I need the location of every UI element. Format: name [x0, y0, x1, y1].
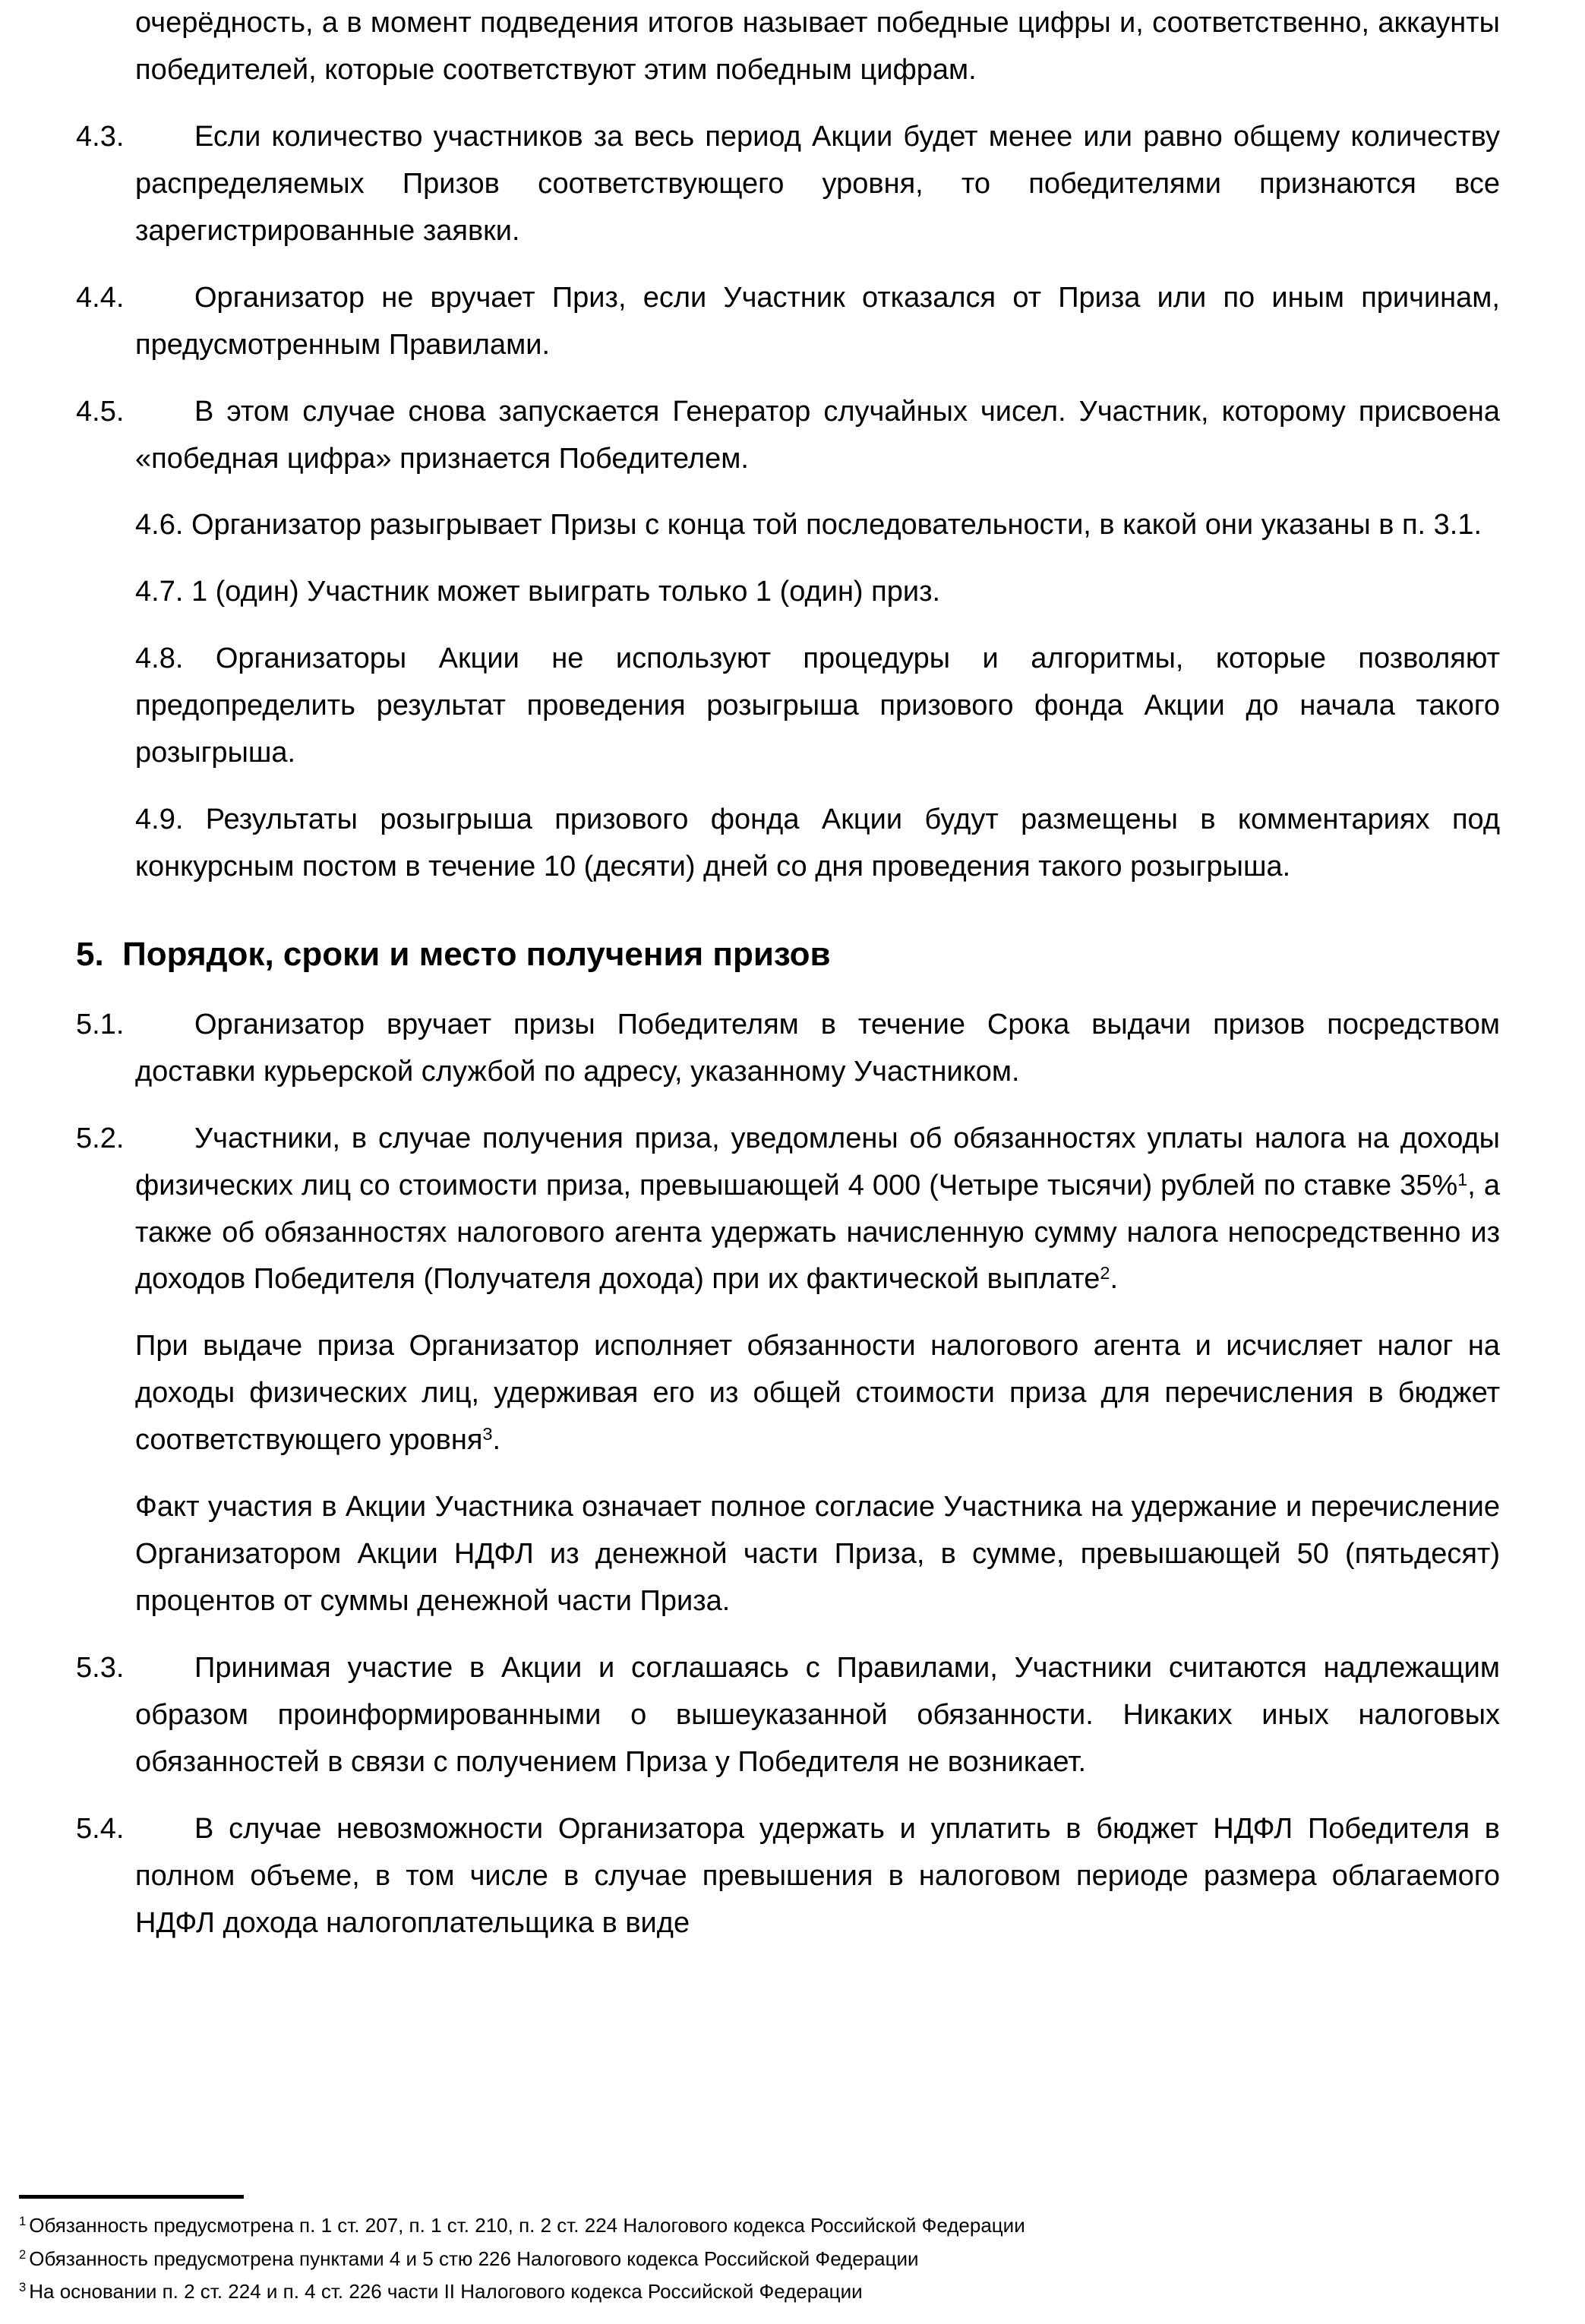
clause-4-7: 4.7. 1 (один) Участник может выиграть только 1 (один) приз. [135, 576, 941, 608]
footnote-3-marker: 3 [19, 2280, 27, 2295]
footnote-1-text: Обязанность предусмотрена п. 1 ст. 207, п. 1 ст. 210, п. 2 ст. 224 Налогового кодекса Российской Федерации [29, 2214, 1025, 2237]
clause-4-6: 4.6. Организатор разыгрывает Призы с конца той последовательности, в какой они указаны в п. 3.1. [135, 509, 1482, 542]
clause-4-3-number: 4.3. [76, 120, 125, 153]
clause-5-1 [76, 1002, 1500, 1096]
footnote-2 [19, 2244, 1585, 2275]
footnote-2-marker: 2 [19, 2247, 27, 2262]
clause-5-2-text-part-3: . [1110, 1263, 1118, 1296]
clause-5-2-text-part-2: , а также об обязанностях налогового агента удержать начисленную сумму налога непосредственно из доходов Победителя (Получателя дохода) при их фактической выплате [135, 1169, 1500, 1296]
clause-4-8: 4.8. Организаторы Акции не используют процедуры и алгоритмы, которые позволяют предопределить результат проведения розыгрыша призового фонда Акции до начала такого розыгрыша. [135, 643, 1500, 769]
clause-4-4 [76, 275, 1500, 369]
clause-5-3-text: Принимая участие в Акции и соглашаясь с Правилами, Участники считаются надлежащим образом проинформированными о вышеуказанной обязанности. Никаких иных налоговых обязанностей в связи с получением Приза у Победителя не возникает. [135, 1652, 1500, 1778]
footnote-ref-3[interactable]: 3 [482, 1424, 493, 1445]
clause-5-2-a-text-part-1: При выдаче приза Организатор исполняет обязанности налогового агента и исчисляет налог на доходы физических лиц, удерживая его из общей стоимости приза для перечисления в бюджет соответствующего уровня [135, 1330, 1500, 1457]
clause-5-2 [76, 1116, 1500, 1304]
clause-4-3-text: Если количество участников за весь период Акции будет менее или равно общему количеству распределяемых Призов соответствующего уровня, то победителями признаются все зарегистрированные заявки. [135, 120, 1500, 247]
clause-5-2-subparagraph-a [135, 1323, 1500, 1464]
footnote-3 [19, 2277, 1585, 2307]
footnote-2-text: Обязанность предусмотрена пунктами 4 и 5 стю 226 Налогового кодекса Российской Федерации [29, 2247, 919, 2270]
clause-5-3 [76, 1645, 1500, 1786]
clause-5-3-number: 5.3. [76, 1652, 125, 1685]
footnote-ref-1[interactable]: 1 [1457, 1169, 1468, 1189]
clause-5-2-a-text-part-2: . [492, 1424, 501, 1457]
footnote-area [0, 2195, 1585, 2310]
clause-4-5-text: В этом случае снова запускается Генератор случайных чисел. Участник, которому присвоена «победная цифра» признается Победителем. [135, 395, 1500, 475]
clause-5-4 [76, 1806, 1500, 1947]
clause-4-5-number: 4.5. [76, 395, 125, 428]
continued-paragraph: очерёдность, а в момент подведения итогов называет победные цифры и, соответственно, аккаунты победителей, которые соответствуют этим победным цифрам. [135, 7, 1500, 86]
clause-4-4-text: Организатор не вручает Приз, если Участник отказался от Приза или по иным причинам, предусмотренным Правилами. [135, 281, 1500, 361]
footnote-1 [19, 2211, 1585, 2241]
clause-5-2-subparagraph-b: Факт участия в Акции Участника означает полное согласие Участника на удержание и перечисление Организатором Акции НДФЛ из денежной части Приза, в сумме, превышающей 50 (пятьдесят) процентов от суммы денежной части Приза. [135, 1491, 1500, 1618]
clause-4-9: 4.9. Результаты розыгрыша призового фонда Акции будут размещены в комментариях под конкурсным постом в течение 10 (десяти) дней со дня проведения такого розыгрыша. [135, 804, 1500, 883]
clause-5-4-text: В случае невозможности Организатора удержать и уплатить в бюджет НДФЛ Победителя в полном объеме, в том числе в случае превышения в налоговом периоде размера облагаемого НДФЛ дохода налогоплательщика в виде [135, 1812, 1500, 1939]
clause-4-4-number: 4.4. [76, 281, 125, 314]
footnote-separator-rule [19, 2195, 244, 2199]
footnote-3-text: На основании п. 2 ст. 224 и п. 4 ст. 226 части II Налогового кодекса Российской Федерации [29, 2280, 863, 2303]
clause-5-4-number: 5.4. [76, 1812, 125, 1845]
clause-4-3 [76, 114, 1500, 255]
clause-5-1-text: Организатор вручает призы Победителям в течение Срока выдачи призов посредством доставки курьерской службой по адресу, указанному Участником. [135, 1008, 1500, 1088]
clause-5-2-text [135, 1116, 1500, 1304]
footnote-ref-2[interactable]: 2 [1100, 1263, 1110, 1284]
section-5-heading: 5. Порядок, сроки и место получения призов [76, 936, 831, 973]
footnote-1-marker: 1 [19, 2214, 27, 2229]
clause-5-1-number: 5.1. [76, 1008, 125, 1040]
clause-5-2-number: 5.2. [76, 1122, 125, 1154]
clause-4-5 [76, 389, 1500, 483]
clause-5-2-text-part-1: Участники, в случае получения приза, уведомлены об обязанностях уплаты налога на доходы физических лиц со стоимости приза, превышающей 4 000 (Четыре тысячи) рублей по ставке 35% [135, 1122, 1500, 1201]
